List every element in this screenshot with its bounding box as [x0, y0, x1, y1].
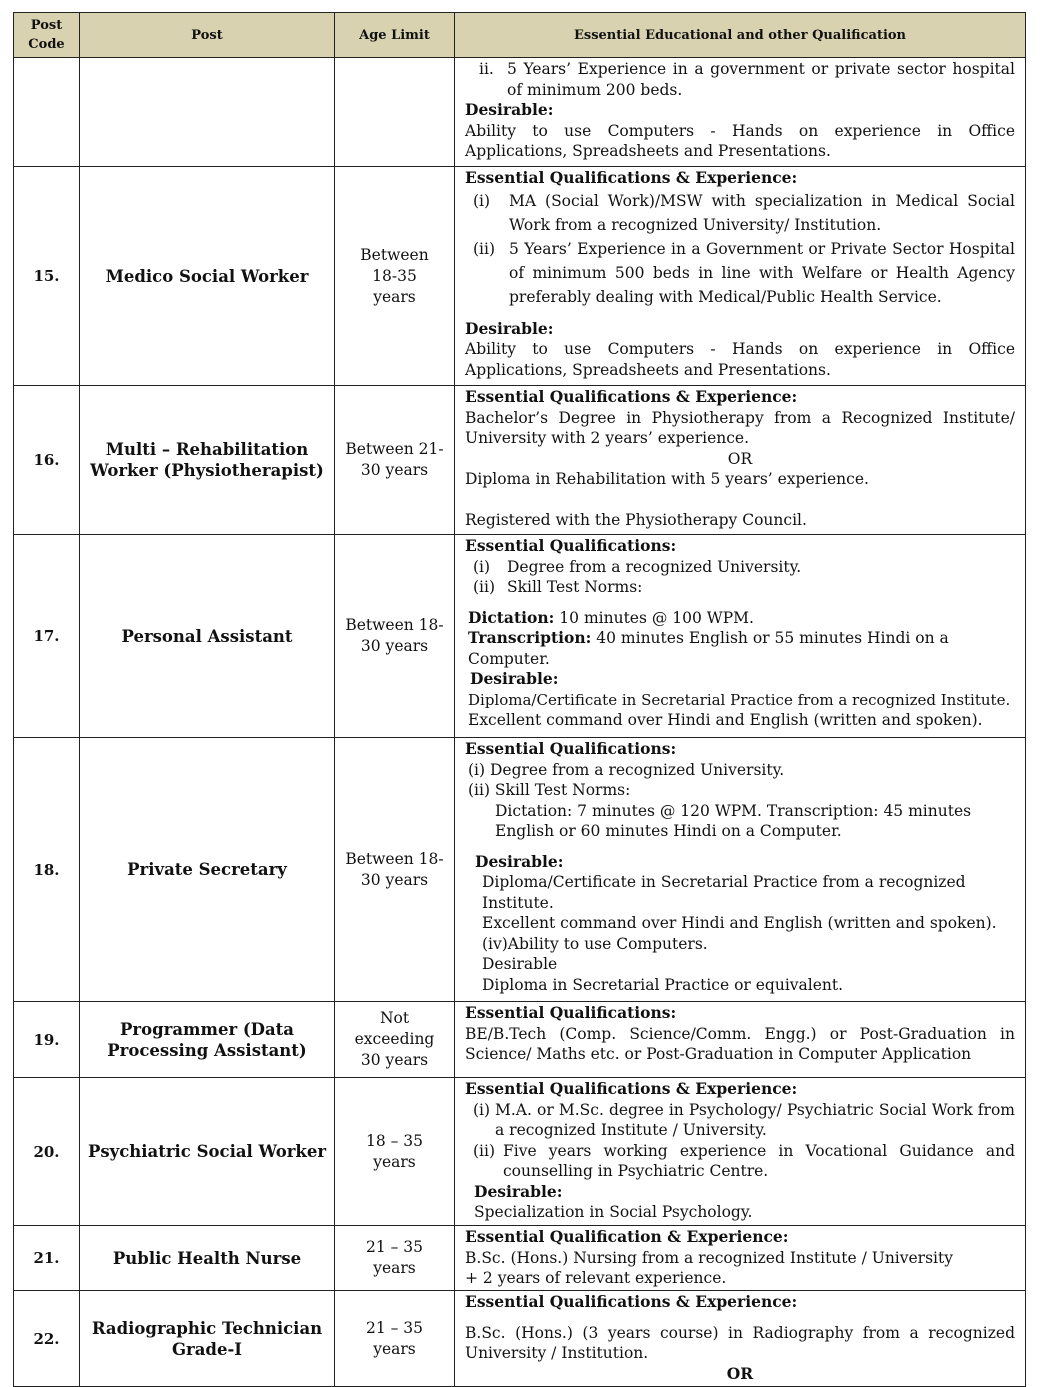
list-item-number: (ii) [473, 578, 496, 596]
list-item [465, 577, 1015, 598]
age-limit-cell [335, 1002, 455, 1078]
desirable-text: Diploma/Certificate in Secretarial Practice from a recognized Institute. [468, 690, 1011, 709]
spacer [465, 309, 1015, 319]
or-separator: OR [727, 449, 753, 468]
desirable-heading: Desirable: [465, 318, 554, 338]
qualification-cell [455, 167, 1026, 386]
post-name-cell: Public Health Nurse [80, 1226, 335, 1291]
spacer [465, 1313, 1015, 1323]
list-item: (i) Degree from a recognized University. [468, 760, 785, 779]
desirable-text: Ability to use Computers - Hands on experience in Office Applications, Spreadsheets and Presentations. [465, 340, 1015, 379]
table-row [14, 535, 1026, 738]
age-limit-cell: Between 18-30 years [335, 535, 455, 738]
qualification-text: Diploma in Rehabilitation with 5 years’ experience. [465, 470, 869, 488]
age-limit-cell [335, 58, 455, 167]
list-item-number: (ii) [473, 1141, 496, 1160]
desirable-text: Diploma in Secretarial Practice or equivalent. [482, 975, 844, 994]
post-code-cell: 17. [14, 535, 80, 738]
list-item-text: MA (Social Work)/MSW with specialization in Medical Social Work from a recognized University/ Institution. [509, 191, 1015, 234]
list-item [465, 1141, 1015, 1182]
or-separator: OR [726, 1363, 754, 1383]
age-limit-cell [335, 1291, 455, 1387]
post-name-cell: Private Secretary [80, 738, 335, 1002]
desirable-heading: Desirable: [474, 1181, 563, 1201]
table-row [14, 1078, 1026, 1226]
desirable-text: (iv)Ability to use Computers. [482, 934, 708, 953]
table-row [14, 167, 1026, 386]
list-item-text: 5 Years’ Experience in a Government or Private Sector Hospital of minimum 500 beds in line with Welfare or Health Agency preferably dealing with Medical/Public Health Service. [509, 239, 1015, 306]
list-item-text: Skill Test Norms: [507, 578, 643, 596]
table-row [14, 1002, 1026, 1078]
table-row [14, 386, 1026, 535]
post-code-cell: 19. [14, 1002, 80, 1078]
qualification-cell [455, 386, 1026, 535]
list-item-text: 5 Years’ Experience in a government or private sector hospital of minimum 200 beds. [507, 60, 1015, 99]
list-item [465, 189, 1015, 237]
qualification-heading: Essential Qualifications & Experience: [465, 168, 798, 187]
list-item-text: M.A. or M.Sc. degree in Psychology/ Psychiatric Social Work from a recognized Institute / University. [495, 1100, 1015, 1139]
table-header-row [14, 13, 1026, 58]
age-limit-text: 18 – 35 years [365, 1131, 424, 1171]
age-limit-text: Not exceeding 30 years [354, 1009, 435, 1069]
header-qualification: Essential Educational and other Qualification [455, 13, 1026, 58]
list-item-number: ii. [479, 60, 494, 78]
dictation-label: Dictation: [468, 607, 555, 627]
desirable-text: Excellent command over Hindi and English (written and spoken). [468, 711, 983, 729]
post-code-cell: 22. [14, 1291, 80, 1387]
desirable-text: Specialization in Social Psychology. [474, 1203, 753, 1221]
list-item-number: (i) [473, 1100, 491, 1119]
desirable-text: Ability to use Computers - Hands on experience in Office Applications, Spreadsheets and Presentations. [465, 121, 1015, 160]
age-limit-text: Between 18-35 years [360, 245, 429, 306]
qualification-text: BE/B.Tech (Comp. Science/Comm. Engg.) or Post-Graduation in Science/ Maths etc. or Post-Graduation in Computer Application [465, 1024, 1015, 1063]
list-item-number: (ii) [473, 239, 496, 258]
age-limit-cell: Between 21-30 years [335, 386, 455, 535]
qualification-text: B.Sc. (Hons.) (3 years course) in Radiography from a recognized University / Institution. [465, 1323, 1015, 1362]
desirable-heading: Desirable: [470, 669, 559, 688]
transcription-label: Transcription: [468, 628, 592, 647]
desirable-text: Diploma/Certificate in Secretarial Practice from a recognized Institute. [482, 873, 966, 912]
transcription-text: 40 minutes English or 55 minutes Hindi on a Computer. [468, 629, 949, 668]
desirable-heading: Desirable: [475, 851, 564, 871]
qualification-heading: Essential Qualifications: [465, 739, 677, 758]
age-limit-text: 21 – 35 years [365, 1318, 424, 1358]
qualification-cell [455, 738, 1026, 1002]
list-item-text: Five years working experience in Vocational Guidance and counselling in Psychiatric Centre. [503, 1141, 1015, 1180]
table-row [14, 738, 1026, 1002]
age-limit-cell [335, 1226, 455, 1291]
list-item-text: Degree from a recognized University. [507, 557, 802, 576]
dictation-line [465, 608, 1015, 629]
qualification-heading: Essential Qualifications & Experience: [465, 1292, 798, 1311]
post-name-cell: Radiographic Technician Grade-I [80, 1291, 335, 1387]
qualification-text: Registered with the Physiotherapy Council. [465, 510, 807, 529]
spacer [465, 842, 1015, 852]
age-limit-cell [335, 167, 455, 386]
qualification-cell [455, 1226, 1026, 1291]
post-code-cell: 16. [14, 386, 80, 535]
list-item-number: (i) [473, 557, 491, 576]
list-item [465, 557, 1015, 578]
age-limit-cell [335, 1078, 455, 1226]
post-code-cell: 15. [14, 167, 80, 386]
post-name-cell: Programmer (Data Processing Assistant) [80, 1002, 335, 1078]
header-post-code: Post Code [14, 13, 80, 58]
post-name-cell [80, 58, 335, 167]
list-item-number: (i) [473, 191, 491, 210]
age-limit-text: 21 – 35 years [365, 1238, 424, 1277]
desirable-text: Excellent command over Hindi and English (written and spoken). [482, 914, 997, 932]
qualification-cell [455, 1002, 1026, 1078]
spacer [465, 490, 1015, 510]
table-row [14, 58, 1026, 167]
qualification-text: B.Sc. (Hons.) Nursing from a recognized Institute / University [465, 1248, 953, 1267]
skill-test-text: Dictation: 7 minutes @ 120 WPM. Transcription: 45 minutes English or 60 minutes Hindi on a Computer. [495, 801, 972, 840]
qualification-table-page [13, 12, 1025, 1387]
list-item: (ii) Skill Test Norms: [468, 781, 631, 799]
qualification-heading: Essential Qualifications & Experience: [465, 1079, 798, 1098]
age-limit-cell: Between 18-30 years [335, 738, 455, 1002]
post-code-cell: 18. [14, 738, 80, 1002]
qualification-text: + 2 years of relevant experience. [465, 1269, 727, 1287]
qualification-cell [455, 58, 1026, 167]
qualification-heading: Essential Qualification & Experience: [465, 1227, 789, 1246]
post-code-cell [14, 58, 80, 167]
spacer [465, 598, 1015, 608]
table-row [14, 1291, 1026, 1387]
post-name-cell: Psychiatric Social Worker [80, 1078, 335, 1226]
header-age-limit: Age Limit [335, 13, 455, 58]
post-name-cell: Personal Assistant [80, 535, 335, 738]
qualification-cell [455, 1078, 1026, 1226]
post-code-cell: 21. [14, 1226, 80, 1291]
qualification-heading: Essential Qualifications: [465, 536, 677, 555]
qualification-table [13, 12, 1026, 1387]
post-name-cell: Multi – Rehabilitation Worker (Physiotherapist) [80, 386, 335, 535]
qualification-text: Bachelor’s Degree in Physiotherapy from a Recognized Institute/ University with 2 years’ experience. [465, 408, 1015, 447]
list-item [465, 237, 1015, 309]
qualification-heading: Essential Qualifications: [465, 1003, 677, 1022]
qualification-cell [455, 535, 1026, 738]
transcription-line [465, 628, 1015, 669]
table-row [14, 1226, 1026, 1291]
header-post: Post [80, 13, 335, 58]
qualification-cell [455, 1291, 1026, 1387]
qualification-heading: Essential Qualifications & Experience: [465, 387, 798, 406]
list-item [465, 1100, 1015, 1141]
list-item [465, 59, 1015, 100]
desirable-text: Desirable [482, 955, 558, 973]
dictation-text: 10 minutes @ 100 WPM. [559, 608, 754, 627]
desirable-heading: Desirable: [465, 100, 554, 119]
post-code-cell: 20. [14, 1078, 80, 1226]
post-name-cell: Medico Social Worker [80, 167, 335, 386]
